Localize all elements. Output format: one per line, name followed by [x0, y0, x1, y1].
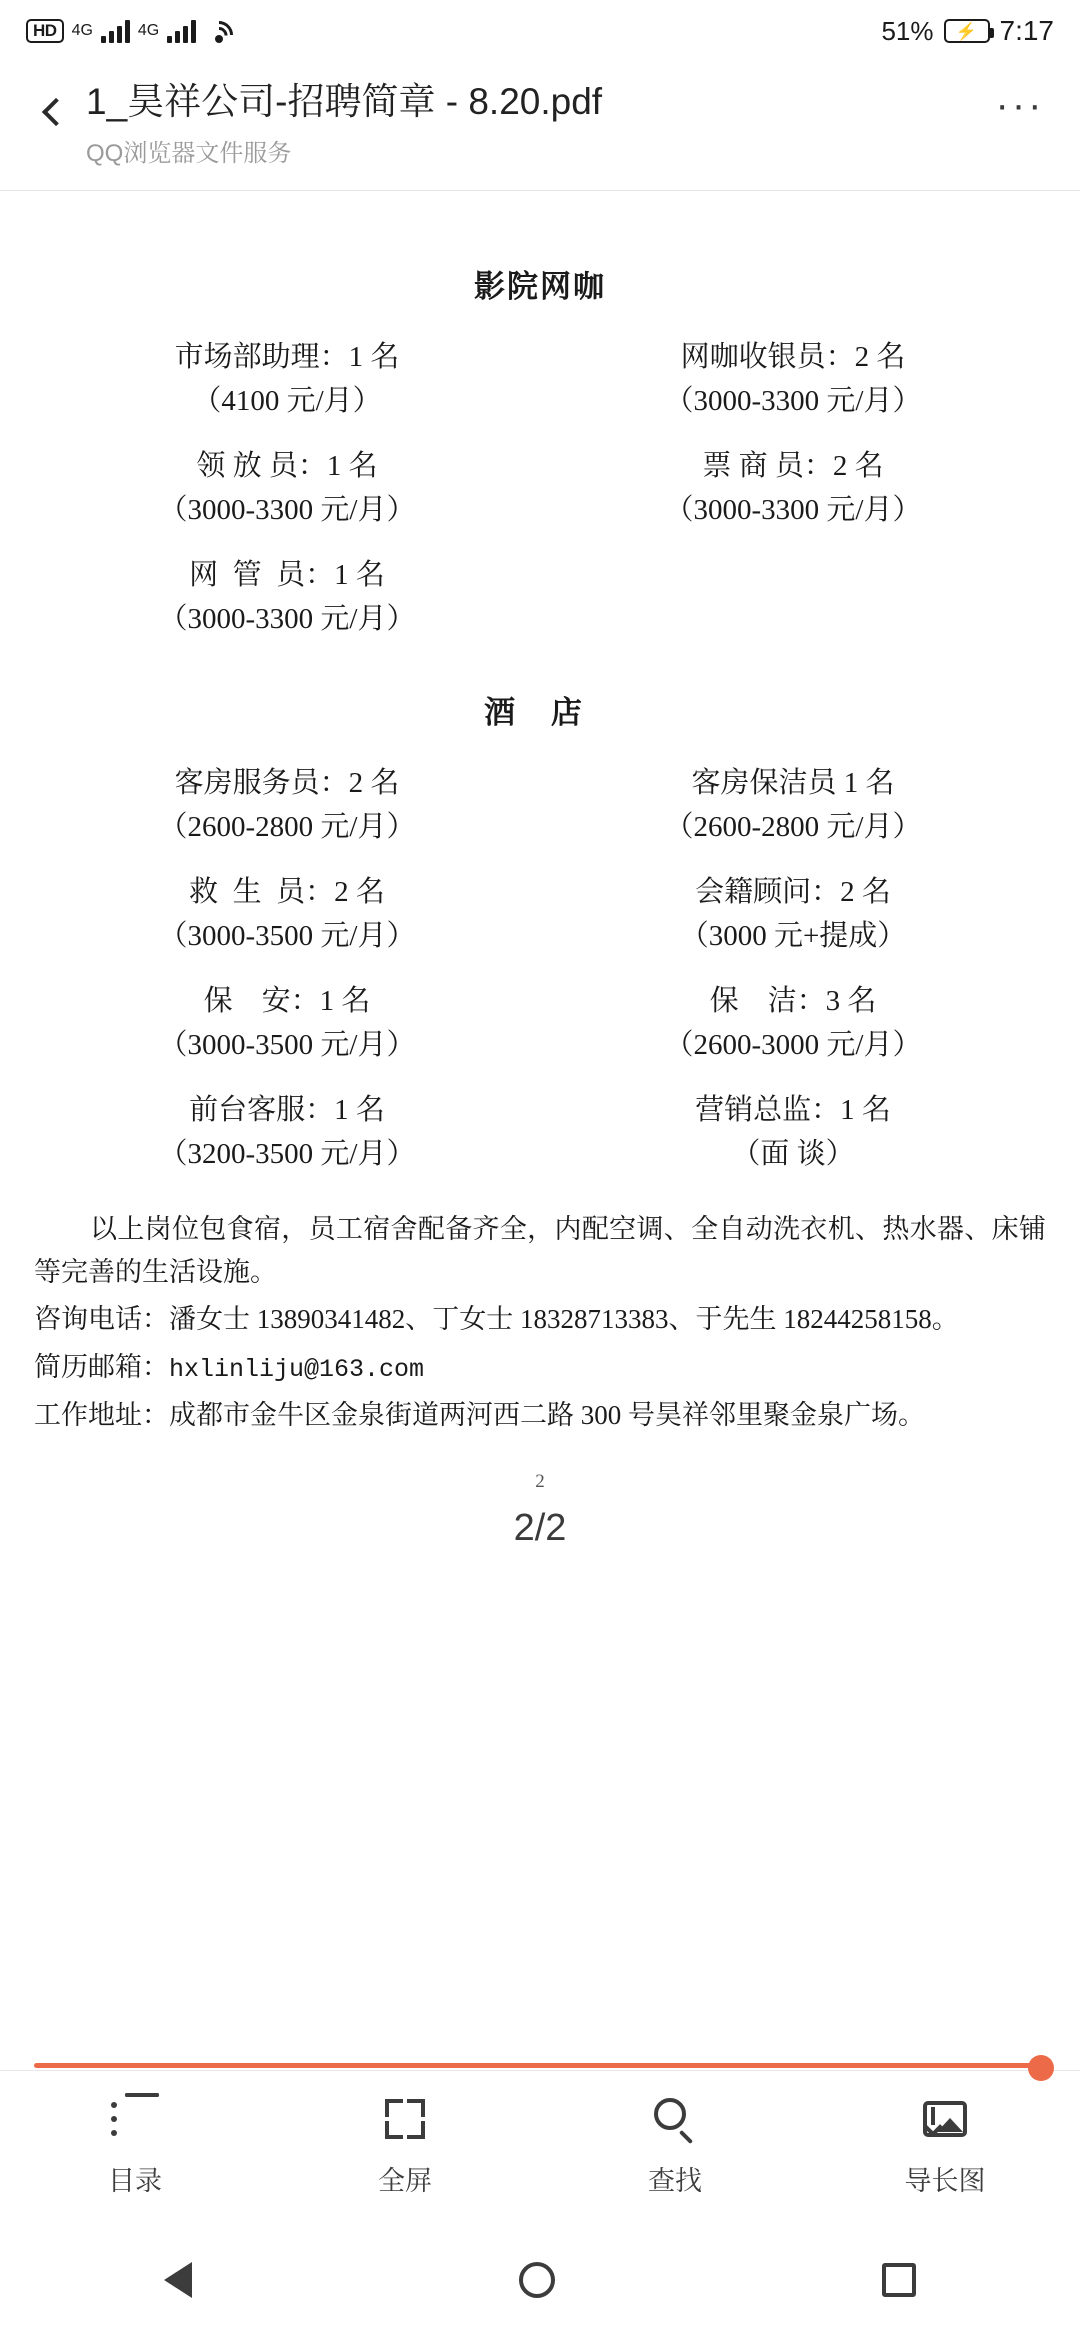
- job-item: [540, 445, 1046, 532]
- job-item: [540, 762, 1046, 849]
- toolbar-label: 查找: [648, 2166, 702, 2196]
- job-item: [34, 554, 540, 641]
- hd-icon: HD: [26, 19, 64, 43]
- signal-strength-icon-2: [167, 19, 196, 43]
- toolbar-label: 目录: [108, 2166, 162, 2196]
- job-item: [34, 445, 540, 532]
- job-pay: （3000 元+提成）: [679, 919, 907, 952]
- job-pay: （3000-3300 元/月）: [664, 493, 922, 526]
- email-value: hxlinliju@163.com: [169, 1354, 425, 1384]
- toolbar-item-fullscreen[interactable]: [270, 2093, 540, 2198]
- job-name: 保 安：1 名: [203, 985, 371, 1017]
- job-name: 客房服务员：2 名: [174, 767, 400, 799]
- status-bar-right: [881, 15, 1054, 47]
- progress-thumb[interactable]: [1028, 2055, 1054, 2081]
- job-pay: （3000-3300 元/月）: [158, 493, 416, 526]
- section-title-hotel: 酒 店: [484, 695, 596, 730]
- pdf-page: [0, 191, 1080, 1550]
- toolbar-item-search[interactable]: [540, 2093, 810, 2198]
- wifi-icon: [204, 19, 234, 43]
- job-name: 保 洁：3 名: [709, 985, 877, 1017]
- job-pay: （2600-3000 元/月）: [664, 1028, 922, 1061]
- job-pay: （2600-2800 元/月）: [158, 810, 416, 843]
- header-bar: [0, 62, 1080, 190]
- job-item: [34, 980, 540, 1067]
- list-icon: [109, 2093, 161, 2145]
- job-pay: （3000-3300 元/月）: [664, 384, 922, 417]
- job-name: 前台客服：1 名: [189, 1094, 385, 1126]
- job-item: [34, 762, 540, 849]
- job-pay: （2600-2800 元/月）: [664, 810, 922, 843]
- job-item: [34, 1089, 540, 1176]
- job-name: 票 商 员：2 名: [702, 450, 884, 482]
- job-pay: （3000-3300 元/月）: [158, 602, 416, 635]
- job-name: 网咖收银员：2 名: [680, 341, 906, 373]
- email-label: 简历邮箱：: [34, 1351, 169, 1382]
- job-item: [540, 871, 1046, 958]
- section-title-cinema: 影院网咖: [474, 269, 606, 304]
- job-name: 网 管 员：1 名: [189, 559, 385, 591]
- bottom-toolbar: [0, 2070, 1080, 2220]
- more-options-button[interactable]: ···: [995, 82, 1045, 127]
- job-pay: （3000-3500 元/月）: [158, 1028, 416, 1061]
- pdf-footer-page-number: 2: [535, 1470, 545, 1492]
- job-name: 客房保洁员 1 名: [691, 767, 895, 799]
- job-item: [540, 980, 1046, 1067]
- battery-icon: ⚡: [944, 19, 990, 43]
- toolbar-item-long-image[interactable]: [810, 2093, 1080, 2198]
- status-bar-left: [26, 19, 234, 43]
- nav-recents-icon[interactable]: [882, 2263, 916, 2297]
- toolbar-label: 导长图: [904, 2166, 986, 2196]
- long-image-icon: [919, 2093, 971, 2145]
- system-navigation-bar: [0, 2220, 1080, 2340]
- job-pay: （4100 元/月）: [192, 384, 382, 417]
- status-bar: [0, 0, 1080, 62]
- job-item: [540, 1089, 1046, 1176]
- signal-strength-icon-1: [101, 19, 130, 43]
- job-name: 营销总监：1 名: [695, 1094, 891, 1126]
- progress-track: [34, 2063, 1046, 2068]
- header-title-group: [86, 76, 984, 168]
- job-name: 会籍顾问：2 名: [695, 876, 891, 908]
- job-name: 市场部助理：1 名: [174, 341, 400, 373]
- job-item: [540, 336, 1046, 423]
- contact-phone-line: 咨询电话：潘女士 13890341482、丁女士 18328713383、于先生 18244258158。: [34, 1304, 959, 1335]
- job-list-hotel: [34, 762, 1046, 1198]
- job-pay: （3200-3500 元/月）: [158, 1137, 416, 1170]
- back-button[interactable]: [20, 76, 86, 148]
- work-address-line: 工作地址：成都市金牛区金泉街道两河西二路 300 号昊祥邻里聚金泉广场。: [34, 1399, 925, 1430]
- reading-progress-bar[interactable]: [0, 2060, 1080, 2070]
- network-type-2: 4G: [137, 22, 160, 39]
- benefits-paragraph: 以上岗位包食宿，员工宿舍配备齐全，内配空调、全自动洗衣机、热水器、床铺等完善的生活设施。: [34, 1214, 1046, 1288]
- toolbar-label: 全屏: [378, 2166, 432, 2196]
- nav-home-icon[interactable]: [519, 2262, 555, 2298]
- job-name: 领 放 员：1 名: [196, 450, 378, 482]
- nav-back-icon[interactable]: [164, 2262, 192, 2298]
- page-subtitle: QQ浏览器文件服务: [86, 139, 292, 167]
- fullscreen-icon: [379, 2093, 431, 2145]
- contact-email-line: [34, 1346, 1046, 1390]
- chevron-left-icon: [42, 98, 70, 126]
- job-item: [34, 336, 540, 423]
- job-pay: （3000-3500 元/月）: [158, 919, 416, 952]
- job-list-cinema: [34, 336, 1046, 663]
- toolbar-item-catalog[interactable]: [0, 2093, 270, 2198]
- page-title: 1_昊祥公司-招聘简章 - 8.20.pdf: [86, 82, 603, 122]
- search-icon: [649, 2093, 701, 2145]
- page-indicator: 2/2: [513, 1506, 567, 1549]
- job-pay: （面 谈）: [731, 1137, 855, 1170]
- battery-percent-label: 51%: [881, 15, 934, 46]
- clock-label: 7:17: [999, 15, 1054, 46]
- job-item: [34, 871, 540, 958]
- network-type-1: 4G: [71, 22, 93, 39]
- document-viewer[interactable]: [0, 191, 1080, 2034]
- job-name: 救 生 员：2 名: [189, 876, 385, 908]
